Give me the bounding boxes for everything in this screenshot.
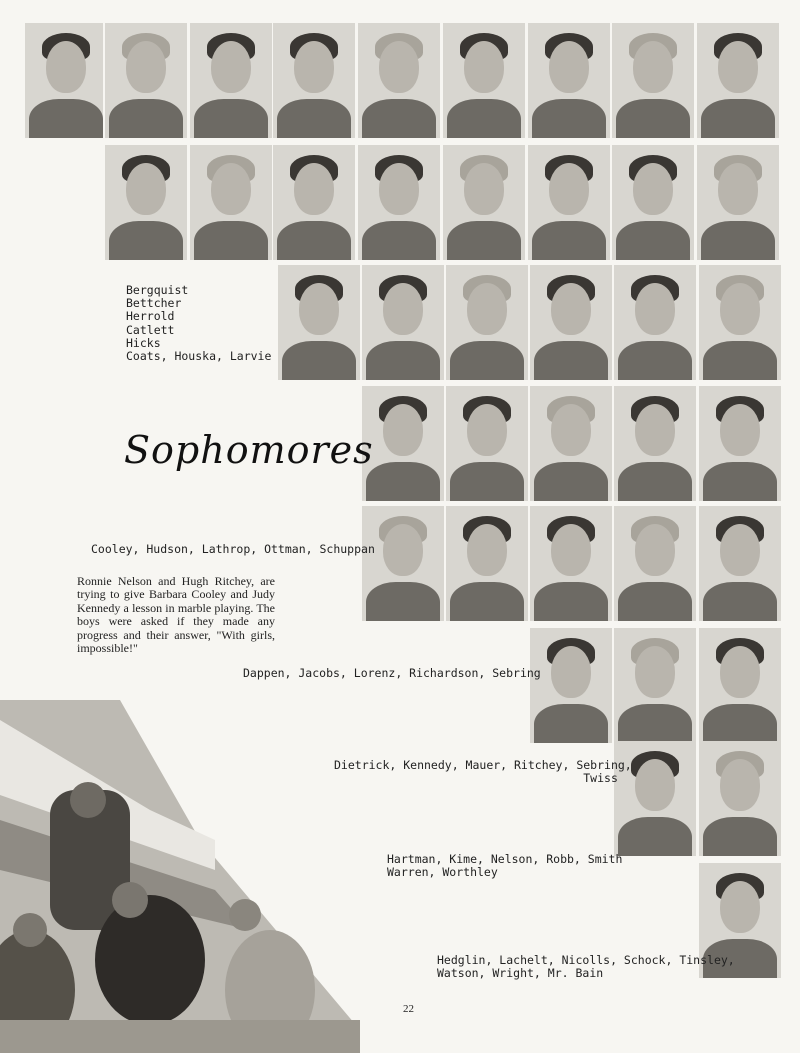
- student-portrait: [446, 506, 528, 621]
- student-portrait: [530, 628, 612, 743]
- student-portrait: [358, 23, 440, 138]
- student-portrait: [699, 265, 781, 380]
- student-portrait: [699, 506, 781, 621]
- student-portrait: [528, 145, 610, 260]
- student-portrait: [362, 506, 444, 621]
- student-portrait: [358, 145, 440, 260]
- student-portrait: [530, 386, 612, 501]
- caption-row-9: Hedglin, Lachelt, Nicolls, Schock, Tinsley, Watson, Wright, Mr. Bain: [437, 953, 735, 981]
- candid-marble-photo: [0, 700, 360, 1053]
- student-portrait: [614, 628, 696, 743]
- student-portrait: [699, 741, 781, 856]
- student-portrait: [190, 23, 272, 138]
- student-portrait: [443, 145, 525, 260]
- student-portrait: [278, 265, 360, 380]
- student-portrait: [699, 386, 781, 501]
- student-portrait: [612, 145, 694, 260]
- student-portrait: [697, 23, 779, 138]
- student-portrait: [443, 23, 525, 138]
- caption-row-7: Dietrick, Kennedy, Mauer, Ritchey, Sebring, Twiss: [334, 758, 632, 786]
- student-portrait: [273, 145, 355, 260]
- caption-row-3: Bergquist Bettcher Herrold Catlett Hicks Coats, Houska, Larvie: [126, 283, 272, 364]
- student-portrait: [446, 265, 528, 380]
- candid-photo-caption: Ronnie Nelson and Hugh Ritchey, are trying to give Barbara Cooley and Judy Kennedy a lesson in marble playing. The boys were asked if they made any progress and their answer, "With girls, impossible!": [77, 574, 275, 656]
- student-portrait: [530, 506, 612, 621]
- student-portrait: [697, 145, 779, 260]
- student-portrait: [273, 23, 355, 138]
- caption-row-5: Cooley, Hudson, Lathrop, Ottman, Schuppan: [91, 542, 375, 556]
- student-portrait: [612, 23, 694, 138]
- student-portrait: [528, 23, 610, 138]
- student-portrait: [614, 265, 696, 380]
- student-portrait: [362, 386, 444, 501]
- section-title: Sophomores: [124, 428, 374, 472]
- student-portrait: [105, 23, 187, 138]
- student-portrait: [25, 23, 103, 138]
- student-portrait: [614, 386, 696, 501]
- caption-row-6: Dappen, Jacobs, Lorenz, Richardson, Sebring: [243, 666, 541, 680]
- student-portrait: [699, 628, 781, 743]
- student-portrait: [530, 265, 612, 380]
- student-portrait: [446, 386, 528, 501]
- student-portrait: [105, 145, 187, 260]
- student-portrait: [190, 145, 272, 260]
- page-number: 22: [403, 1003, 414, 1015]
- student-portrait: [362, 265, 444, 380]
- student-portrait: [614, 506, 696, 621]
- caption-row-8: Hartman, Kime, Nelson, Robb, Smith Warren, Worthley: [387, 852, 623, 880]
